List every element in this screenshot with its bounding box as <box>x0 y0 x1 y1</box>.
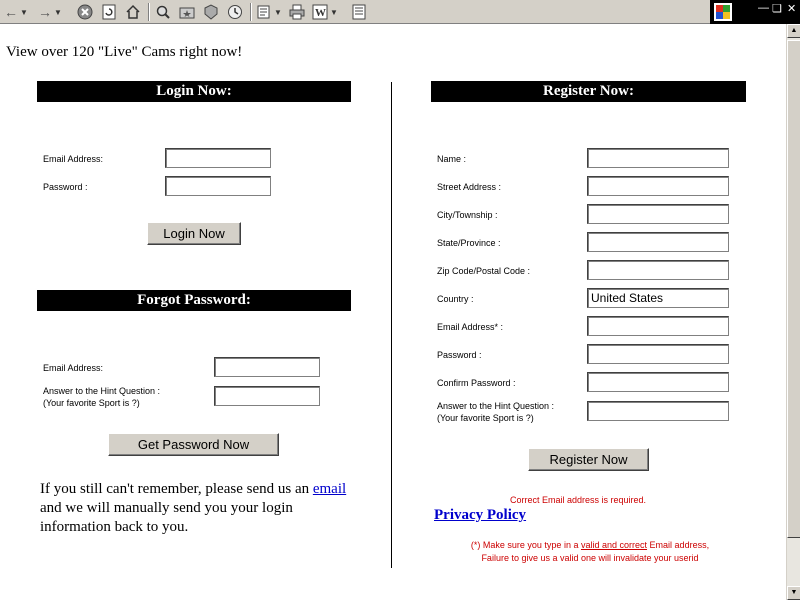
scroll-up-arrow-icon[interactable]: ▲ <box>787 24 800 38</box>
svg-text:W: W <box>315 7 326 19</box>
register-name-input[interactable] <box>587 148 729 168</box>
page-content <box>0 24 786 600</box>
valid-and-correct-link[interactable]: valid and correct <box>580 540 648 550</box>
login-button[interactable]: Login Now <box>147 222 241 245</box>
forgot-hint-label-line1: Answer to the Hint Question : <box>43 386 161 396</box>
login-password-label: Password : <box>43 182 88 192</box>
login-password-input[interactable] <box>165 176 271 196</box>
login-email-input[interactable] <box>165 148 271 168</box>
forgot-email-label: Email Address: <box>43 363 104 373</box>
discuss-icon[interactable] <box>350 3 368 21</box>
register-city-input[interactable] <box>587 204 729 224</box>
toolbar-separator <box>148 3 150 21</box>
back-icon[interactable]: ← ▼ <box>4 4 28 20</box>
column-divider <box>391 82 392 568</box>
footnote-text-start: (*) Make sure you type in a <box>470 540 579 550</box>
register-hint-label-line2: (Your favorite Sport is ?) <box>437 413 534 423</box>
forgot-hint-label-line2: (Your favorite Sport is ?) <box>43 398 140 408</box>
register-street-input[interactable] <box>587 176 729 196</box>
vertical-scrollbar[interactable] <box>786 24 800 600</box>
register-hint-label-line1: Answer to the Hint Question : <box>437 401 555 411</box>
register-country-label: Country : <box>437 294 474 304</box>
email-link[interactable]: email <box>312 481 347 497</box>
register-heading: Register Now: <box>431 81 746 102</box>
stop-icon[interactable] <box>76 3 94 21</box>
register-zip-label: Zip Code/Postal Code : <box>437 266 531 276</box>
search-icon[interactable] <box>154 3 172 21</box>
forgot-password-heading: Forgot Password: <box>37 290 351 311</box>
forgot-hint-input[interactable] <box>214 386 320 406</box>
print-icon[interactable] <box>288 3 306 21</box>
help-text-part2: and we will manually send you your login information back to you. <box>40 500 293 535</box>
browser-toolbar <box>0 0 800 24</box>
register-hint-input[interactable] <box>587 401 729 421</box>
forgot-email-input[interactable] <box>214 357 320 377</box>
intro-text: View over 120 "Live" Cams right now! <box>6 44 243 60</box>
close-icon[interactable]: ✕ <box>787 3 797 15</box>
register-name-label: Name : <box>437 154 467 164</box>
footnote-text-end: Email address, <box>649 540 710 550</box>
mail-icon[interactable]: ▼ <box>256 3 282 21</box>
register-confirm-password-label: Confirm Password : <box>437 378 516 388</box>
get-password-button[interactable]: Get Password Now <box>108 433 279 456</box>
register-hint-label <box>437 400 554 424</box>
email-footnote <box>440 539 740 565</box>
register-button[interactable]: Register Now <box>528 448 649 471</box>
register-state-label: State/Province : <box>437 238 501 248</box>
register-email-label: Email Address* : <box>437 322 504 332</box>
edit-icon[interactable]: W ▼ <box>315 7 338 19</box>
email-footnote-line2: Failure to give us a valid one will invalidate your userid <box>481 553 699 563</box>
forward-icon[interactable]: → ▼ <box>38 4 62 20</box>
media-icon[interactable] <box>202 3 220 21</box>
register-email-input[interactable] <box>587 316 729 336</box>
register-state-input[interactable] <box>587 232 729 252</box>
register-city-label: City/Township : <box>437 210 498 220</box>
required-email-note: Correct Email address is required. <box>510 495 647 505</box>
history-icon[interactable] <box>226 3 244 21</box>
home-icon[interactable] <box>124 3 142 21</box>
forgot-hint-label <box>43 385 160 409</box>
favorites-icon[interactable] <box>178 3 196 21</box>
refresh-icon[interactable] <box>100 3 118 21</box>
login-email-label: Email Address: <box>43 154 104 164</box>
email-footnote-line1 <box>440 539 740 552</box>
register-confirm-password-input[interactable] <box>587 372 729 392</box>
help-text-part1: If you still can't remember, please send us an <box>40 481 310 497</box>
scrollbar-thumb[interactable] <box>787 40 800 538</box>
minimize-icon[interactable]: — <box>758 2 769 14</box>
register-password-input[interactable] <box>587 344 729 364</box>
restore-icon[interactable]: ❏ <box>772 3 782 15</box>
toolbar-separator <box>250 3 252 21</box>
register-zip-input[interactable] <box>587 260 729 280</box>
scroll-down-arrow-icon[interactable]: ▼ <box>787 586 800 600</box>
register-country-input[interactable] <box>587 288 729 308</box>
privacy-policy-link[interactable]: Privacy Policy <box>434 507 527 523</box>
window-controls-area <box>710 0 800 24</box>
login-heading: Login Now: <box>37 81 351 102</box>
register-password-label: Password : <box>437 350 482 360</box>
register-street-label: Street Address : <box>437 182 502 192</box>
windows-logo-icon <box>714 3 732 21</box>
help-text <box>40 480 360 537</box>
